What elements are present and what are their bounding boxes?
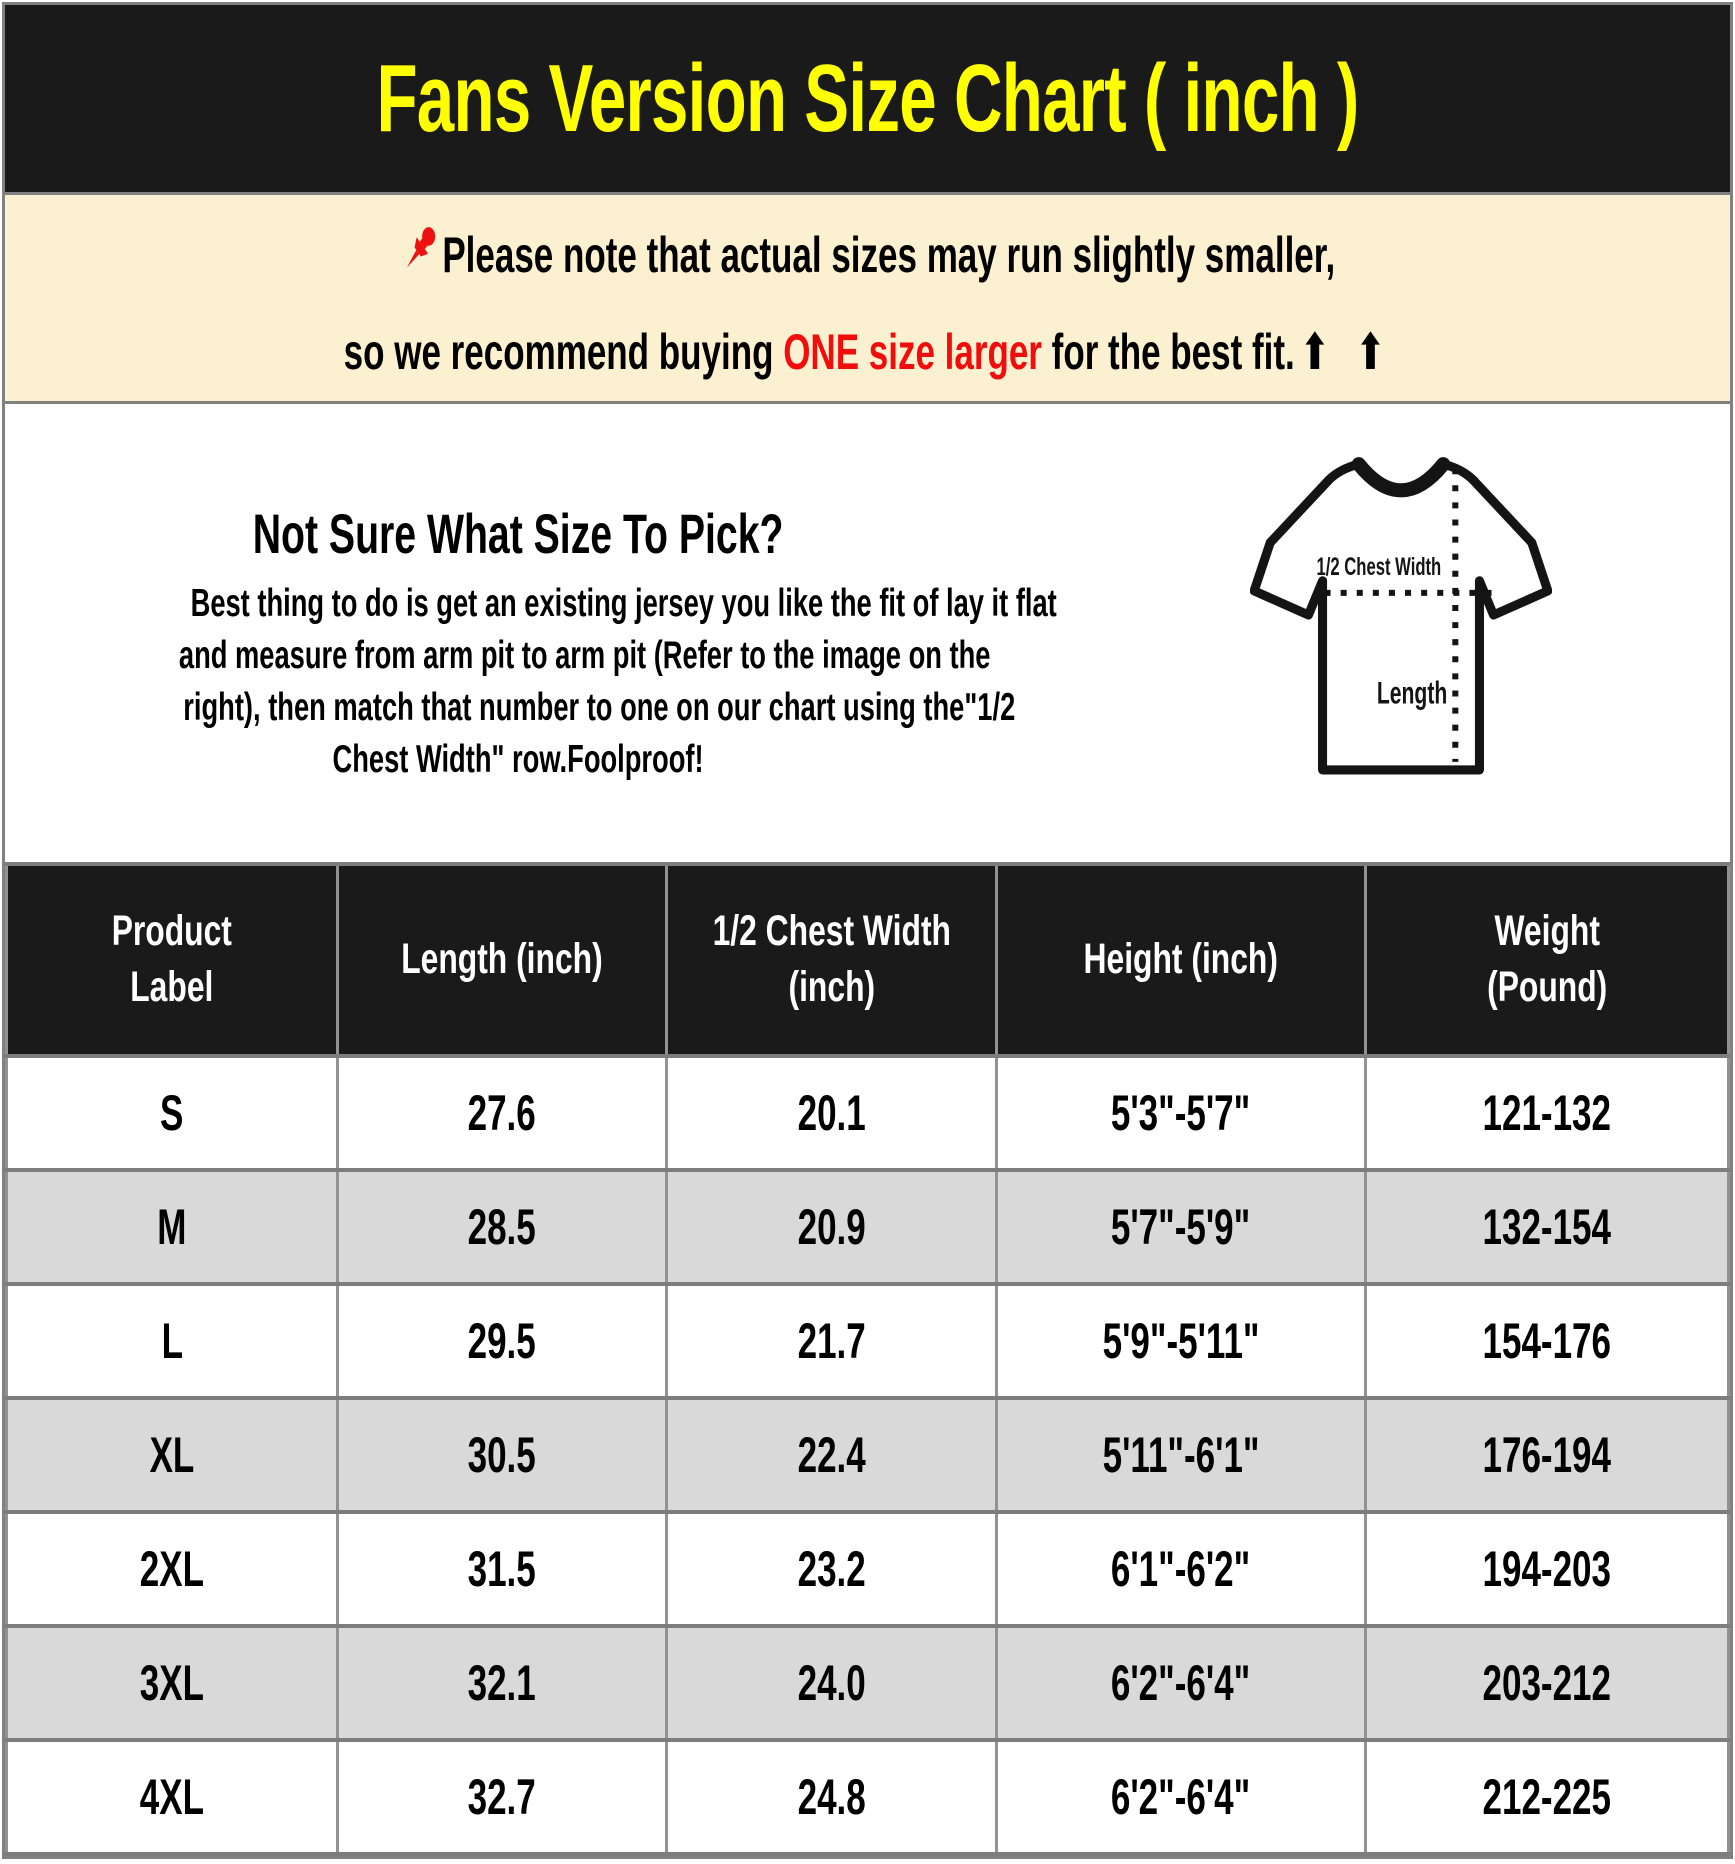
table-row-s [7,1056,1729,1170]
cell-weight: 203-212 [1365,1626,1728,1740]
cell-chest: 24.8 [666,1740,997,1854]
table-row-m [7,1170,1729,1284]
cell-length: 29.5 [337,1284,666,1398]
note-line-2-pre: so we recommend buying [343,324,783,380]
table-row-4xl [7,1740,1729,1854]
cell-weight: 132-154 [1365,1170,1728,1284]
cell-size-label: 4XL [7,1740,338,1854]
size-table-header [7,864,1729,1056]
note-line-2-post: for the best fit. [1041,324,1295,380]
title-band [5,5,1730,192]
page-title-text: Fans Version Size Chart ( inch ) [376,44,1359,152]
header-product-label: Product Label [7,864,338,1056]
sizing-help-section [5,404,1730,862]
chest-width-label: 1/2 Chest Width [1316,552,1441,581]
cell-length: 27.6 [337,1056,666,1170]
one-size-larger-highlight: ONE size larger [782,324,1042,380]
sizing-help-heading: Not Sure What Size To Pick? [252,502,784,565]
cell-chest: 21.7 [666,1284,997,1398]
cell-height: 5'3"-5'7" [997,1056,1366,1170]
note-line-1 [5,216,1730,299]
pushpin-icon [400,216,441,299]
sizing-help-line: Best thing to do is get an existing jersey you like the fit of lay it flat [190,582,1057,625]
cell-chest: 23.2 [666,1512,997,1626]
cell-height: 6'1"-6'2" [997,1512,1366,1626]
cell-length: 28.5 [337,1170,666,1284]
size-chart-graphic [2,2,1733,1859]
cell-size-label: S [7,1056,338,1170]
cell-weight: 176-194 [1365,1398,1728,1512]
cell-height: 5'7"-5'9" [997,1170,1366,1284]
page-title [166,44,1569,152]
cell-height: 6'2"-6'4" [997,1740,1366,1854]
tshirt-icon [1250,440,1552,782]
table-row-l [7,1284,1729,1398]
cell-length: 31.5 [337,1512,666,1626]
cell-length: 30.5 [337,1398,666,1512]
cell-weight: 121-132 [1365,1056,1728,1170]
cell-height: 5'11"-6'1" [997,1398,1366,1512]
note-line-2 [5,325,1730,380]
cell-length: 32.7 [337,1740,666,1854]
cell-chest: 20.1 [666,1056,997,1170]
cell-size-label: XL [7,1398,338,1512]
cell-size-label: M [7,1170,338,1284]
cell-size-label: L [7,1284,338,1398]
cell-chest: 24.0 [666,1626,997,1740]
cell-chest: 22.4 [666,1398,997,1512]
table-row-xl [7,1398,1729,1512]
table-row-2xl [7,1512,1729,1626]
cell-weight: 212-225 [1365,1740,1728,1854]
cell-height: 6'2"-6'4" [997,1626,1366,1740]
cell-height: 5'9"-5'11" [997,1284,1366,1398]
header-weight: Weight (Pound) [1365,864,1728,1056]
header-chest-width: 1/2 Chest Width (inch) [666,864,997,1056]
cell-size-label: 3XL [7,1626,338,1740]
sizing-help-line: right), then match that number to one on our chart using the"1/2 [183,686,1016,729]
header-row [7,864,1729,1056]
up-arrows-icon: ⬆ ⬆ [1299,323,1392,381]
header-height: Height (inch) [997,864,1366,1056]
cell-length: 32.1 [337,1626,666,1740]
sizing-help-text [5,404,1057,862]
tshirt-measurement-diagram [1031,404,1730,862]
note-banner [5,192,1730,404]
header-length: Length (inch) [337,864,666,1056]
cell-weight: 154-176 [1365,1284,1728,1398]
note-line-1-text: Please note that actual sizes may run slightly smaller, [442,227,1335,283]
size-table [5,862,1730,1856]
sizing-help-line: and measure from arm pit to arm pit (Refer to the image on the [178,634,991,677]
cell-size-label: 2XL [7,1512,338,1626]
cell-chest: 20.9 [666,1170,997,1284]
table-row-3xl [7,1626,1729,1740]
sizing-help-line: Chest Width" row.Foolproof! [332,738,704,781]
length-label: Length [1376,675,1447,711]
cell-weight: 194-203 [1365,1512,1728,1626]
